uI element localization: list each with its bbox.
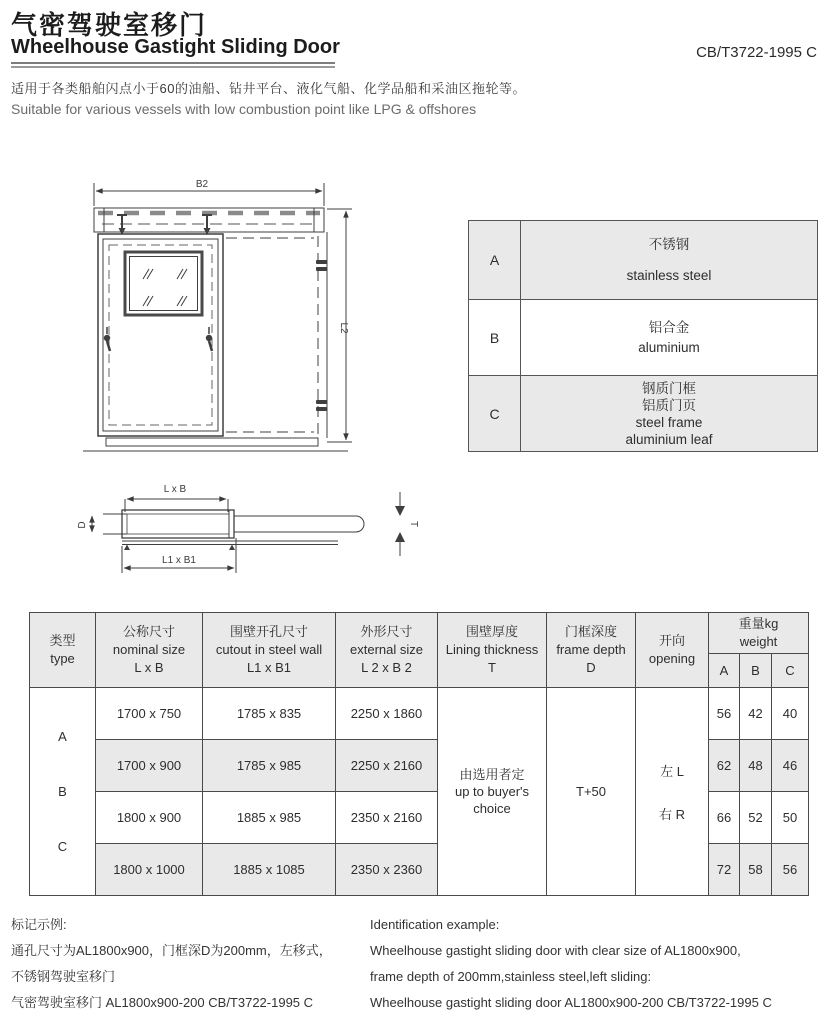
nominal-size-value: 1800 x 900 [96,792,203,844]
spec-row [30,688,809,740]
material-type-label: B [469,300,521,375]
description-zh: 适用于各类船舶闪点小于60的油船、钻井平台、液化气船、化学品船和采油区拖轮等。 [11,81,526,96]
material-type-label: C [469,376,521,451]
cutout-value: 1785 x 835 [203,688,336,740]
material-row-c [469,375,817,451]
material-name-zh: 铝质门页 [642,397,696,413]
dim-l1xb1-label: L1 x B1 [162,555,196,566]
lining-thickness-cell: 由选用者定 up to buyer's choice [438,688,547,896]
dim-lxb-label: L x B [163,484,187,495]
external-size-value: 2250 x 1860 [336,688,438,740]
weight-a-value: 72 [709,844,740,896]
material-name-zh: 钢质门框 [642,380,696,396]
dim-b2-label: B2 [195,179,209,190]
footer-line: Wheelhouse gastight sliding door with clear size of AL1800x900, [370,943,741,958]
footer-line: 气密驾驶室移门 AL1800x900-200 CB/T3722-1995 C [11,995,314,1010]
col-header-external-size: 外形尺寸 external size L 2 x B 2 [336,613,438,688]
nominal-size-value: 1800 x 1000 [96,844,203,896]
plan-view-drawing [60,478,440,593]
page-title-en: Wheelhouse Gastight Sliding Door [11,36,340,58]
footer-line: Identification example: [370,917,500,932]
standard-code: CB/T3722-1995 C [696,44,817,61]
col-header-weight-a: A [709,654,740,688]
weight-c-value: 50 [772,792,809,844]
col-header-cutout: 围壁开孔尺寸 cutout in steel wall L1 x B1 [203,613,336,688]
clamp-fittings [316,260,327,411]
weight-a-value: 56 [709,688,740,740]
weight-a-value: 62 [709,740,740,792]
weight-c-value: 56 [772,844,809,896]
page-title-zh: 气密驾驶室移门 [11,10,208,40]
cutout-value: 1885 x 985 [203,792,336,844]
weight-a-value: 66 [709,792,740,844]
material-name-en: steel frame [635,414,703,430]
weight-b-value: 48 [740,740,772,792]
col-header-type: 类型 type [30,613,96,688]
footer-line: Wheelhouse gastight sliding door AL1800x900-200 CB/T3722-1995 C [370,995,772,1010]
identification-example-zh [11,912,366,1016]
footer-line: 不锈钢驾驶室移门 [11,969,116,984]
description-en: Suitable for various vessels with low combustion point like LPG & offshores [11,101,477,117]
material-row-a [469,221,817,299]
weight-b-value: 52 [740,792,772,844]
material-name-en: aluminium [638,340,700,355]
material-name-en: aluminium leaf [625,431,713,447]
col-header-weight-b: B [740,654,772,688]
footer-line: 通孔尺寸为AL1800x900，门框深D为200mm，左移式， [11,943,332,958]
col-header-weight-c: C [772,654,809,688]
material-name-zh: 铝合金 [648,320,690,335]
col-header-lining-thickness: 围壁厚度 Lining thickness T [438,613,547,688]
door-handle [104,327,212,351]
weight-b-value: 58 [740,844,772,896]
footer-line: frame depth of 200mm,stainless steel,left sliding: [370,969,652,984]
material-table [468,220,818,452]
dim-t-label: T [408,520,419,528]
type-letters-cell: A B C [30,688,96,896]
material-name-zh: 不锈钢 [648,237,690,252]
weight-c-value: 46 [772,740,809,792]
material-row-b [469,299,817,375]
weight-b-value: 42 [740,688,772,740]
nominal-size-value: 1700 x 750 [96,688,203,740]
frame-depth-cell: T+50 [547,688,636,896]
cutout-value: 1785 x 985 [203,740,336,792]
external-size-value: 2350 x 2360 [336,844,438,896]
cutout-value: 1885 x 1085 [203,844,336,896]
weight-c-value: 40 [772,688,809,740]
glass-hatch-marks [143,269,187,306]
front-view-drawing [60,170,440,470]
nominal-size-value: 1700 x 900 [96,740,203,792]
col-header-frame-depth: 门框深度 frame depth D [547,613,636,688]
col-header-weight: 重量kg weight [709,613,809,654]
external-size-value: 2250 x 2160 [336,740,438,792]
identification-example-en [370,912,825,1016]
spec-table [29,612,809,896]
external-size-value: 2350 x 2160 [336,792,438,844]
opening-cell: 左 L 右 R [636,688,709,896]
material-type-label: A [469,221,521,299]
dim-d-label: D [77,521,88,529]
material-name-en: stainless steel [626,268,712,283]
title-underline [11,62,335,68]
col-header-nominal-size: 公称尺寸 nominal size L x B [96,613,203,688]
col-header-opening: 开向 opening [636,613,709,688]
dim-l2-label: L2 [338,322,349,334]
footer-line: 标记示例: [11,917,67,932]
